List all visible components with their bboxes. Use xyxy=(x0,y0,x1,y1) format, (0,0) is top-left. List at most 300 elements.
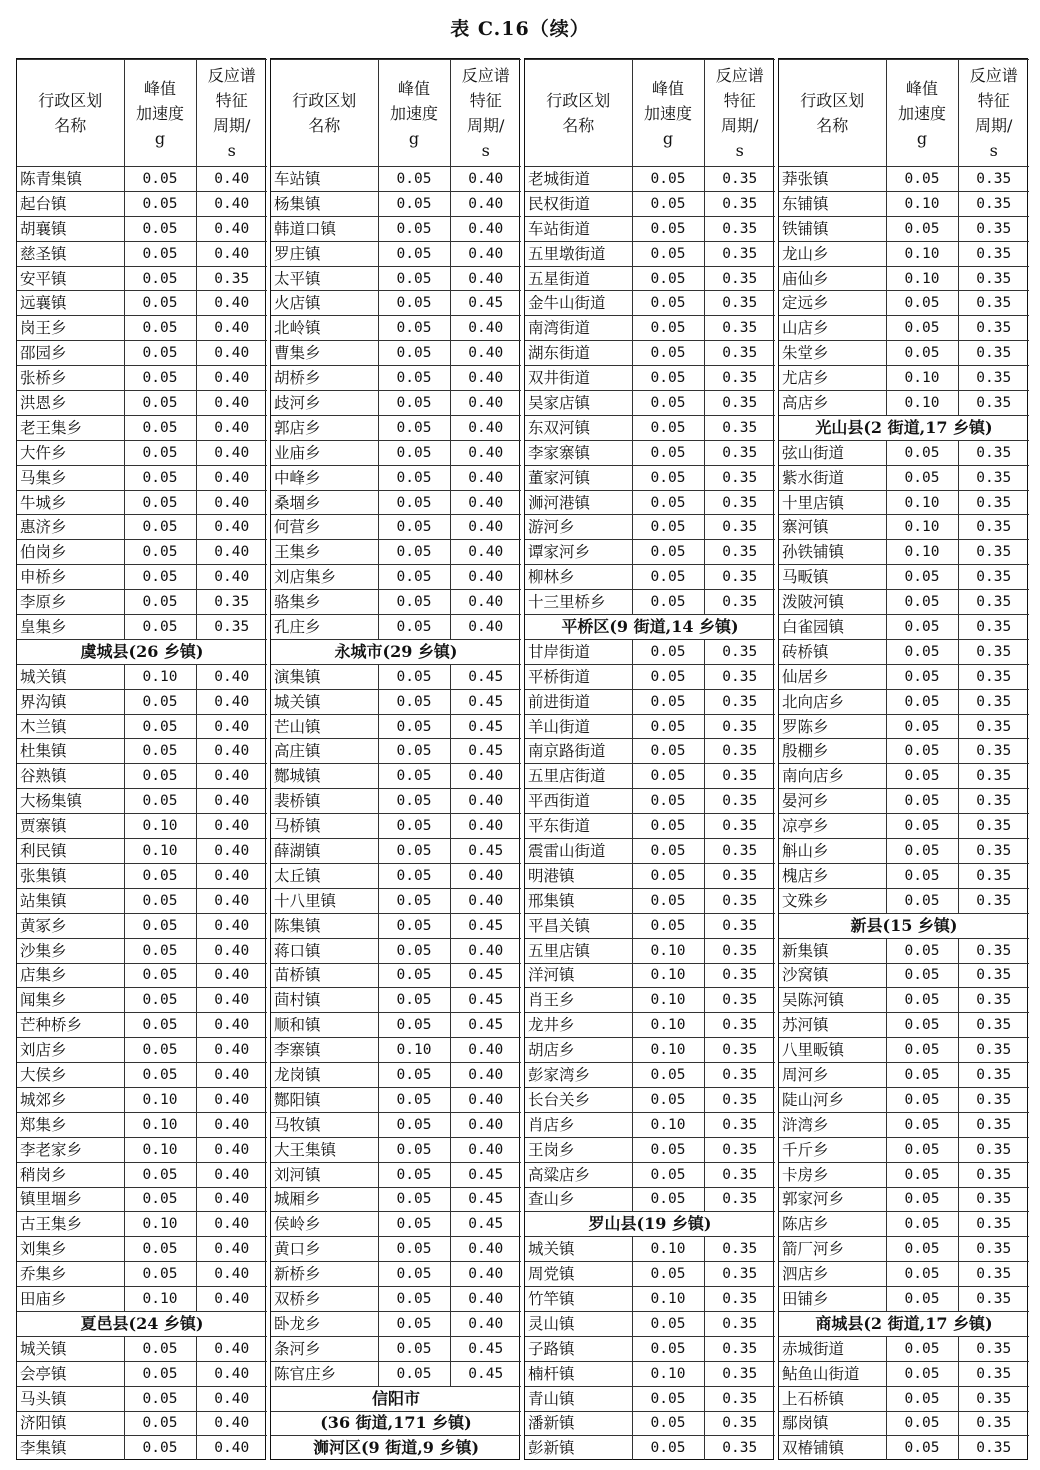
table-row xyxy=(271,490,521,515)
table-row xyxy=(17,615,267,640)
spectrum-period-cell: 0.40 xyxy=(196,888,267,913)
peak-acceleration-cell: 0.05 xyxy=(378,1187,450,1212)
table-row xyxy=(271,938,521,963)
division-name-cell: 苏河镇 xyxy=(779,1013,886,1038)
spectrum-period-cell: 0.40 xyxy=(196,415,267,440)
peak-acceleration-cell: 0.05 xyxy=(124,1162,196,1187)
spectrum-period-cell: 0.45 xyxy=(450,1336,521,1361)
division-name-cell: 会亭镇 xyxy=(17,1361,124,1386)
spectrum-period-cell: 0.35 xyxy=(958,888,1029,913)
spectrum-period-cell: 0.40 xyxy=(450,440,521,465)
spectrum-period-cell: 0.40 xyxy=(450,1137,521,1162)
table-row xyxy=(17,565,267,590)
table-row xyxy=(779,1436,1029,1460)
table-row xyxy=(17,216,267,241)
spectrum-period-cell: 0.40 xyxy=(450,888,521,913)
peak-acceleration-cell: 0.05 xyxy=(378,291,450,316)
table-row xyxy=(525,266,775,291)
table-row xyxy=(525,1262,775,1287)
peak-acceleration-cell: 0.05 xyxy=(886,1087,958,1112)
spectrum-period-cell: 0.35 xyxy=(196,590,267,615)
table-row xyxy=(779,1237,1029,1262)
table-row xyxy=(271,814,521,839)
peak-acceleration-cell: 0.05 xyxy=(886,1436,958,1460)
division-name-cell: 王集乡 xyxy=(271,540,378,565)
peak-acceleration-cell: 0.05 xyxy=(886,465,958,490)
division-name-cell: 贾寨镇 xyxy=(17,814,124,839)
peak-acceleration-cell: 0.05 xyxy=(124,341,196,366)
spectrum-period-cell: 0.35 xyxy=(704,1411,775,1436)
spectrum-period-cell: 0.45 xyxy=(450,913,521,938)
spectrum-period-cell: 0.35 xyxy=(958,1187,1029,1212)
table-row xyxy=(271,714,521,739)
section-heading: 商城县(2 街道,17 乡镇) xyxy=(779,1311,1029,1336)
spectrum-period-cell: 0.35 xyxy=(704,391,775,416)
spectrum-period-cell: 0.40 xyxy=(196,913,267,938)
spectrum-period-cell: 0.40 xyxy=(450,515,521,540)
peak-acceleration-cell: 0.05 xyxy=(632,565,704,590)
spectrum-period-cell: 0.40 xyxy=(450,241,521,266)
spectrum-period-cell: 0.40 xyxy=(450,191,521,216)
division-name-cell: 柳林乡 xyxy=(525,565,632,590)
table-row xyxy=(779,938,1029,963)
division-name-cell: 砖桥镇 xyxy=(779,639,886,664)
table-row xyxy=(779,1087,1029,1112)
table-row xyxy=(525,888,775,913)
division-name-cell: 界沟镇 xyxy=(17,689,124,714)
peak-acceleration-cell: 0.05 xyxy=(632,839,704,864)
peak-acceleration-cell: 0.05 xyxy=(378,391,450,416)
spectrum-period-cell: 0.35 xyxy=(958,988,1029,1013)
division-name-cell: 李家寨镇 xyxy=(525,440,632,465)
spectrum-period-cell: 0.40 xyxy=(196,440,267,465)
table-row xyxy=(17,465,267,490)
header-peak-acceleration: 峰值 加速度 g xyxy=(886,60,958,167)
table-row xyxy=(779,1386,1029,1411)
peak-acceleration-cell: 0.05 xyxy=(632,664,704,689)
spectrum-period-cell: 0.45 xyxy=(450,963,521,988)
peak-acceleration-cell: 0.05 xyxy=(886,938,958,963)
division-name-cell: 太平镇 xyxy=(271,266,378,291)
peak-acceleration-cell: 0.10 xyxy=(886,515,958,540)
spectrum-period-cell: 0.40 xyxy=(196,1187,267,1212)
table-row xyxy=(17,1361,267,1386)
table-row xyxy=(17,341,267,366)
peak-acceleration-cell: 0.05 xyxy=(632,391,704,416)
spectrum-period-cell: 0.40 xyxy=(196,1237,267,1262)
spectrum-period-cell: 0.35 xyxy=(704,1013,775,1038)
table-row xyxy=(17,1287,267,1312)
spectrum-period-cell: 0.40 xyxy=(450,1311,521,1336)
table-column-block xyxy=(778,58,1028,1460)
spectrum-period-cell: 0.35 xyxy=(704,291,775,316)
spectrum-period-cell: 0.40 xyxy=(196,1436,267,1460)
division-name-cell: 五里墩街道 xyxy=(525,241,632,266)
table-row xyxy=(525,167,775,192)
spectrum-period-cell: 0.35 xyxy=(958,664,1029,689)
division-name-cell: 东双河镇 xyxy=(525,415,632,440)
table-row xyxy=(525,391,775,416)
header-division-name: 行政区划 名称 xyxy=(779,60,886,167)
table-row xyxy=(17,1411,267,1436)
division-name-cell: 洋河镇 xyxy=(525,963,632,988)
table-row xyxy=(525,1137,775,1162)
peak-acceleration-cell: 0.05 xyxy=(632,490,704,515)
spectrum-period-cell: 0.35 xyxy=(704,316,775,341)
table-row xyxy=(779,714,1029,739)
spectrum-period-cell: 0.40 xyxy=(196,565,267,590)
division-name-cell: 泼陂河镇 xyxy=(779,590,886,615)
table-row xyxy=(17,391,267,416)
division-name-cell: 龙井乡 xyxy=(525,1013,632,1038)
division-name-cell: 潘新镇 xyxy=(525,1411,632,1436)
division-name-cell: 湖东街道 xyxy=(525,341,632,366)
table-row xyxy=(779,689,1029,714)
table-row xyxy=(17,739,267,764)
peak-acceleration-cell: 0.05 xyxy=(886,764,958,789)
table-row xyxy=(779,341,1029,366)
division-name-cell: 羊山街道 xyxy=(525,714,632,739)
spectrum-period-cell: 0.35 xyxy=(958,1287,1029,1312)
division-name-cell: 洪恩乡 xyxy=(17,391,124,416)
table-row xyxy=(779,316,1029,341)
spectrum-period-cell: 0.45 xyxy=(450,1162,521,1187)
spectrum-period-cell: 0.35 xyxy=(196,615,267,640)
table-row xyxy=(779,789,1029,814)
table-row xyxy=(17,1212,267,1237)
peak-acceleration-cell: 0.05 xyxy=(124,1013,196,1038)
peak-acceleration-cell: 0.10 xyxy=(886,241,958,266)
header-row xyxy=(779,60,1029,167)
spectrum-period-cell: 0.40 xyxy=(196,341,267,366)
division-name-cell: 李集镇 xyxy=(17,1436,124,1460)
table-row xyxy=(779,1361,1029,1386)
section-heading-row xyxy=(271,1386,521,1411)
spectrum-period-cell: 0.40 xyxy=(196,1262,267,1287)
spectrum-period-cell: 0.35 xyxy=(958,1436,1029,1460)
table-column-block xyxy=(16,58,266,1460)
peak-acceleration-cell: 0.05 xyxy=(886,590,958,615)
spectrum-period-cell: 0.40 xyxy=(196,938,267,963)
table-row xyxy=(779,988,1029,1013)
spectrum-period-cell: 0.35 xyxy=(704,988,775,1013)
peak-acceleration-cell: 0.05 xyxy=(632,1187,704,1212)
spectrum-period-cell: 0.40 xyxy=(450,1063,521,1088)
division-name-cell: 千斤乡 xyxy=(779,1137,886,1162)
table-row xyxy=(525,366,775,391)
table-row xyxy=(779,1137,1029,1162)
peak-acceleration-cell: 0.05 xyxy=(632,739,704,764)
division-name-cell: 店集乡 xyxy=(17,963,124,988)
peak-acceleration-cell: 0.05 xyxy=(124,714,196,739)
peak-acceleration-cell: 0.05 xyxy=(378,814,450,839)
division-name-cell: 镇里堌乡 xyxy=(17,1187,124,1212)
peak-acceleration-cell: 0.05 xyxy=(378,490,450,515)
table-row xyxy=(779,615,1029,640)
table-row xyxy=(525,714,775,739)
peak-acceleration-cell: 0.05 xyxy=(886,714,958,739)
section-heading-row xyxy=(17,639,267,664)
table-row xyxy=(525,863,775,888)
division-name-cell: 城郊乡 xyxy=(17,1087,124,1112)
peak-acceleration-cell: 0.05 xyxy=(378,988,450,1013)
section-heading: 罗山县(19 乡镇) xyxy=(525,1212,775,1237)
peak-acceleration-cell: 0.05 xyxy=(378,1212,450,1237)
table-column-block xyxy=(270,58,520,1460)
division-name-cell: 邢集镇 xyxy=(525,888,632,913)
table-row xyxy=(779,664,1029,689)
section-heading: 浉河区(9 街道,9 乡镇) xyxy=(271,1436,521,1460)
peak-acceleration-cell: 0.10 xyxy=(886,266,958,291)
table-row xyxy=(17,540,267,565)
division-name-cell: 王岗乡 xyxy=(525,1137,632,1162)
division-name-cell: 城关镇 xyxy=(271,689,378,714)
spectrum-period-cell: 0.40 xyxy=(196,814,267,839)
spectrum-period-cell: 0.40 xyxy=(196,515,267,540)
peak-acceleration-cell: 0.05 xyxy=(124,1063,196,1088)
peak-acceleration-cell: 0.05 xyxy=(124,216,196,241)
table-row xyxy=(271,216,521,241)
table-row xyxy=(17,490,267,515)
table-row xyxy=(525,1038,775,1063)
division-name-cell: 陈集镇 xyxy=(271,913,378,938)
peak-acceleration-cell: 0.05 xyxy=(378,565,450,590)
table-row xyxy=(271,590,521,615)
peak-acceleration-cell: 0.05 xyxy=(632,1262,704,1287)
section-heading: 新县(15 乡镇) xyxy=(779,913,1029,938)
division-name-cell: 曹集乡 xyxy=(271,341,378,366)
spectrum-period-cell: 0.35 xyxy=(704,1112,775,1137)
peak-acceleration-cell: 0.05 xyxy=(124,291,196,316)
table-row xyxy=(525,465,775,490)
table-row xyxy=(525,1311,775,1336)
table-row xyxy=(271,415,521,440)
spectrum-period-cell: 0.35 xyxy=(958,938,1029,963)
header-row xyxy=(525,60,775,167)
division-name-cell: 苗桥镇 xyxy=(271,963,378,988)
table-row xyxy=(271,465,521,490)
division-name-cell: 双椿铺镇 xyxy=(779,1436,886,1460)
division-name-cell: 周河乡 xyxy=(779,1063,886,1088)
table-row xyxy=(779,540,1029,565)
spectrum-period-cell: 0.35 xyxy=(958,1162,1029,1187)
spectrum-period-cell: 0.35 xyxy=(958,1411,1029,1436)
spectrum-period-cell: 0.35 xyxy=(958,1038,1029,1063)
peak-acceleration-cell: 0.05 xyxy=(124,1386,196,1411)
division-name-cell: 郑集乡 xyxy=(17,1112,124,1137)
division-name-cell: 桑堌乡 xyxy=(271,490,378,515)
table-row xyxy=(17,863,267,888)
spectrum-period-cell: 0.40 xyxy=(450,366,521,391)
division-name-cell: 五里店镇 xyxy=(525,938,632,963)
spectrum-period-cell: 0.40 xyxy=(196,1063,267,1088)
division-name-cell: 槐店乡 xyxy=(779,863,886,888)
peak-acceleration-cell: 0.05 xyxy=(632,1436,704,1460)
spectrum-period-cell: 0.40 xyxy=(450,615,521,640)
spectrum-period-cell: 0.35 xyxy=(704,1287,775,1312)
header-peak-acceleration: 峰值 加速度 g xyxy=(378,60,450,167)
table-row xyxy=(525,565,775,590)
division-name-cell: 沙集乡 xyxy=(17,938,124,963)
table-row xyxy=(17,1137,267,1162)
spectrum-period-cell: 0.40 xyxy=(196,167,267,192)
peak-acceleration-cell: 0.05 xyxy=(378,714,450,739)
peak-acceleration-cell: 0.05 xyxy=(886,1212,958,1237)
division-name-cell: 五星街道 xyxy=(525,266,632,291)
section-heading-row xyxy=(525,1212,775,1237)
peak-acceleration-cell: 0.05 xyxy=(632,366,704,391)
division-name-cell: 大杨集镇 xyxy=(17,789,124,814)
table-row xyxy=(271,1361,521,1386)
division-name-cell: 田庙乡 xyxy=(17,1287,124,1312)
peak-acceleration-cell: 0.05 xyxy=(378,1112,450,1137)
spectrum-period-cell: 0.35 xyxy=(958,789,1029,814)
table-row xyxy=(17,988,267,1013)
spectrum-period-cell: 0.35 xyxy=(958,565,1029,590)
spectrum-period-cell: 0.40 xyxy=(196,689,267,714)
header-division-name: 行政区划 名称 xyxy=(17,60,124,167)
spectrum-period-cell: 0.35 xyxy=(704,789,775,814)
division-name-cell: 马头镇 xyxy=(17,1386,124,1411)
division-name-cell: 胡襄镇 xyxy=(17,216,124,241)
division-name-cell: 彭新镇 xyxy=(525,1436,632,1460)
spectrum-period-cell: 0.35 xyxy=(704,714,775,739)
peak-acceleration-cell: 0.05 xyxy=(632,1137,704,1162)
spectrum-period-cell: 0.35 xyxy=(704,639,775,664)
division-name-cell: 火店镇 xyxy=(271,291,378,316)
division-name-cell: 陈官庄乡 xyxy=(271,1361,378,1386)
table-row xyxy=(271,1038,521,1063)
division-name-cell: 演集镇 xyxy=(271,664,378,689)
division-name-cell: 岗王乡 xyxy=(17,316,124,341)
peak-acceleration-cell: 0.05 xyxy=(378,888,450,913)
peak-acceleration-cell: 0.05 xyxy=(378,415,450,440)
spectrum-period-cell: 0.45 xyxy=(450,664,521,689)
table-row xyxy=(271,615,521,640)
peak-acceleration-cell: 0.05 xyxy=(886,565,958,590)
table-row xyxy=(525,291,775,316)
table-row xyxy=(17,888,267,913)
table-row xyxy=(17,839,267,864)
peak-acceleration-cell: 0.10 xyxy=(124,1212,196,1237)
spectrum-period-cell: 0.45 xyxy=(450,714,521,739)
table-row xyxy=(779,490,1029,515)
division-name-cell: 卡房乡 xyxy=(779,1162,886,1187)
division-name-cell: 济阳镇 xyxy=(17,1411,124,1436)
spectrum-period-cell: 0.40 xyxy=(450,1038,521,1063)
spectrum-period-cell: 0.40 xyxy=(196,839,267,864)
spectrum-period-cell: 0.40 xyxy=(450,863,521,888)
division-name-cell: 杜集镇 xyxy=(17,739,124,764)
division-name-cell: 田铺乡 xyxy=(779,1287,886,1312)
peak-acceleration-cell: 0.05 xyxy=(378,1137,450,1162)
table-row xyxy=(271,341,521,366)
peak-acceleration-cell: 0.10 xyxy=(886,391,958,416)
division-name-cell: 大仵乡 xyxy=(17,440,124,465)
spectrum-period-cell: 0.35 xyxy=(704,565,775,590)
peak-acceleration-cell: 0.05 xyxy=(886,888,958,913)
table-row xyxy=(271,988,521,1013)
spectrum-period-cell: 0.35 xyxy=(958,1386,1029,1411)
section-heading-row xyxy=(779,1311,1029,1336)
table-row xyxy=(525,1187,775,1212)
peak-acceleration-cell: 0.05 xyxy=(378,266,450,291)
division-name-cell: 芒种桥乡 xyxy=(17,1013,124,1038)
spectrum-period-cell: 0.35 xyxy=(704,167,775,192)
division-name-cell: 车站街道 xyxy=(525,216,632,241)
division-name-cell: 城关镇 xyxy=(525,1237,632,1262)
table-row xyxy=(525,913,775,938)
peak-acceleration-cell: 0.05 xyxy=(378,540,450,565)
spectrum-period-cell: 0.40 xyxy=(450,341,521,366)
division-name-cell: 新桥乡 xyxy=(271,1262,378,1287)
header-row xyxy=(271,60,521,167)
spectrum-period-cell: 0.35 xyxy=(958,1336,1029,1361)
division-name-cell: 文殊乡 xyxy=(779,888,886,913)
peak-acceleration-cell: 0.05 xyxy=(632,1336,704,1361)
spectrum-period-cell: 0.35 xyxy=(958,839,1029,864)
division-name-cell: 吴家店镇 xyxy=(525,391,632,416)
table-row xyxy=(779,366,1029,391)
table-row xyxy=(525,1112,775,1137)
spectrum-period-cell: 0.35 xyxy=(958,814,1029,839)
section-heading: 信阳市 xyxy=(271,1386,521,1411)
table-row xyxy=(525,1411,775,1436)
table-row xyxy=(17,167,267,192)
section-heading-row xyxy=(271,1436,521,1460)
spectrum-period-cell: 0.35 xyxy=(958,963,1029,988)
division-name-cell: 闻集乡 xyxy=(17,988,124,1013)
spectrum-period-cell: 0.40 xyxy=(196,988,267,1013)
table-row xyxy=(525,590,775,615)
spectrum-period-cell: 0.35 xyxy=(704,913,775,938)
peak-acceleration-cell: 0.05 xyxy=(378,1063,450,1088)
peak-acceleration-cell: 0.05 xyxy=(124,1038,196,1063)
header-spectrum-period: 反应谱 特征 周期/ s xyxy=(958,60,1029,167)
table-row xyxy=(525,490,775,515)
table-row xyxy=(17,1187,267,1212)
table-row xyxy=(271,1311,521,1336)
division-name-cell: 刘店集乡 xyxy=(271,565,378,590)
table-row xyxy=(271,540,521,565)
table-row xyxy=(525,216,775,241)
table-row xyxy=(779,839,1029,864)
spectrum-period-cell: 0.35 xyxy=(958,540,1029,565)
table-row xyxy=(525,938,775,963)
spectrum-period-cell: 0.40 xyxy=(450,938,521,963)
division-name-cell: 平桥街道 xyxy=(525,664,632,689)
division-name-cell: 孔庄乡 xyxy=(271,615,378,640)
spectrum-period-cell: 0.35 xyxy=(704,863,775,888)
division-name-cell: 甘岸街道 xyxy=(525,639,632,664)
spectrum-period-cell: 0.35 xyxy=(958,714,1029,739)
peak-acceleration-cell: 0.05 xyxy=(378,615,450,640)
table-row xyxy=(271,1287,521,1312)
division-name-cell: 高庄镇 xyxy=(271,739,378,764)
table-row xyxy=(17,689,267,714)
table-row xyxy=(779,1336,1029,1361)
peak-acceleration-cell: 0.05 xyxy=(632,863,704,888)
spectrum-period-cell: 0.40 xyxy=(196,1361,267,1386)
division-name-cell: 乔集乡 xyxy=(17,1262,124,1287)
division-name-cell: 黄口乡 xyxy=(271,1237,378,1262)
division-name-cell: 酂城镇 xyxy=(271,764,378,789)
peak-acceleration-cell: 0.05 xyxy=(378,1162,450,1187)
division-name-cell: 高粱店乡 xyxy=(525,1162,632,1187)
division-name-cell: 双井街道 xyxy=(525,366,632,391)
division-name-cell: 龙岗镇 xyxy=(271,1063,378,1088)
spectrum-period-cell: 0.35 xyxy=(958,1013,1029,1038)
